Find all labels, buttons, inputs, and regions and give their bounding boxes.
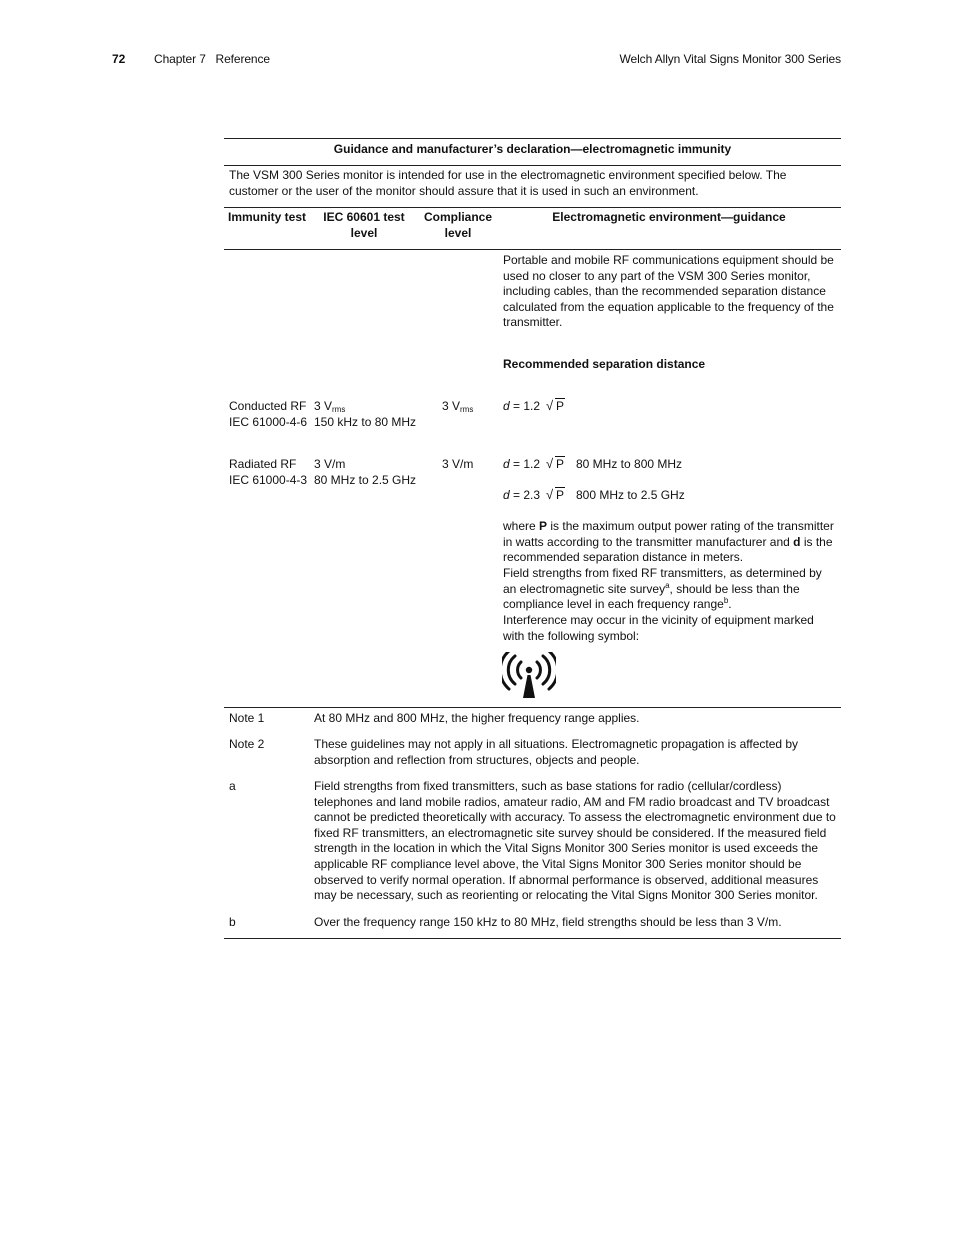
header-rule xyxy=(224,249,841,250)
radiated-level: 3 V/m 80 MHz to 2.5 GHz xyxy=(314,457,417,487)
guidance-where: where P is the maximum output power rating of the transmitter in watts according to the transmitter manufacturer and d is the recommended separation distance in meters. xyxy=(503,519,834,565)
radiated-equation-1: d = 1.2 √ P xyxy=(503,456,565,471)
note-label: a xyxy=(229,779,236,793)
page-number: 72 xyxy=(112,52,126,66)
table-bottom-rule xyxy=(224,938,841,939)
table-intro: The VSM 300 Series monitor is intended for use in the electromagnetic environment specified below. The customer or the user of the monitor should assure that it is used in such an environment. xyxy=(229,168,787,198)
conducted-equation: d = 1.2 √ P xyxy=(503,398,565,413)
col-immunity-test: Immunity test xyxy=(228,210,307,224)
guidance-field-strengths: Field strengths from fixed RF transmitters, as determined by an electromagnetic site survey$^a$, should be less than the compliance level in each frequency range$^b$. xyxy=(503,566,822,612)
col-guidance: Electromagnetic environment—guidance xyxy=(552,210,786,224)
conducted-compliance: 3 $V_{rms}$ xyxy=(442,399,474,414)
col-compliance: Compliance level xyxy=(423,210,492,240)
note-label: b xyxy=(229,915,236,929)
conducted-level: 3 $V_{rms}$ 150 kHz to 80 MHz xyxy=(314,399,417,429)
note-text: These guidelines may not apply in all situations. Electromagnetic propagation is affected by absorption and reflection from structures, objects and people. xyxy=(314,737,799,767)
notes-rule xyxy=(224,707,841,708)
title-rule xyxy=(224,165,841,166)
table-top-rule xyxy=(224,138,841,139)
radiated-equation-2: d = 2.3 √ P xyxy=(503,487,565,502)
radiated-test: Radiated RF IEC 61000-4-3 xyxy=(229,457,308,487)
note-label: Note 2 xyxy=(229,737,265,751)
table-title: Guidance and manufacturer’s declaration—electromagnetic immunity xyxy=(333,142,732,156)
guidance-intro: Portable and mobile RF communications equipment should be used no closer to any part of the VSM 300 Series monitor, including cables, than the recommended separation distance calculated from the equation applicable to the frequency of the transmitter. xyxy=(503,253,834,330)
radiated-range-1: 80 MHz to 800 MHz xyxy=(576,457,683,471)
radiated-range-2: 800 MHz to 2.5 GHz xyxy=(576,488,685,502)
col-iec-level: IEC 60601 test level xyxy=(323,210,405,240)
document-title: Welch Allyn Vital Signs Monitor 300 Series xyxy=(619,52,841,66)
radiated-compliance: 3 V/m xyxy=(442,457,474,471)
intro-rule xyxy=(224,207,841,208)
non-ionizing-radiation-icon xyxy=(502,652,556,700)
guidance-interference: Interference may occur in the vicinity of equipment marked with the following symbol: xyxy=(503,613,814,643)
note-text: Field strengths from fixed transmitters, such as base stations for radio (cellular/cordless) telephones and land mobile radios, amateur radio, AM and FM radio broadcast and TV broadcast cannot be predicted theoretically with accuracy. To assess the electromagnetic environment due to fixed RF transmitters, an electromagnetic site survey should be considered. If the measured field strength in the location in which the Vital Signs Monitor 300 Series monitor is used exceeds the applicable RF compliance level above, the Vital Signs Monitor 300 Series monitor should be observed to verify normal operation. If abnormal performance is observed, additional measures may be necessary, such as reorienting or relocating the Vital Signs Monitor 300 Series monitor. xyxy=(314,779,836,903)
rec-distance-heading: Recommended separation distance xyxy=(503,357,706,371)
note-text: At 80 MHz and 800 MHz, the higher frequency range applies. xyxy=(314,711,640,725)
chapter-label: Chapter 7 Reference xyxy=(154,52,270,66)
conducted-test: Conducted RF IEC 61000-4-6 xyxy=(229,399,308,429)
note-text: Over the frequency range 150 kHz to 80 MHz, field strengths should be less than 3 V/m. xyxy=(314,915,782,929)
note-label: Note 1 xyxy=(229,711,265,725)
